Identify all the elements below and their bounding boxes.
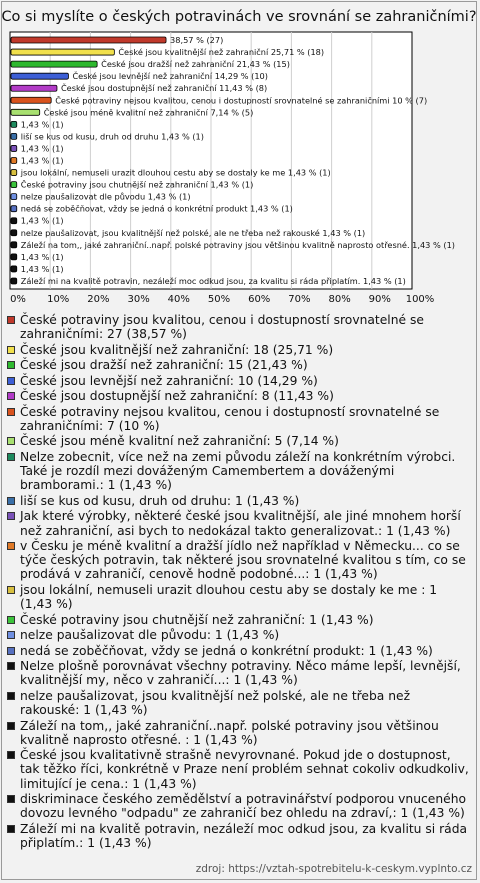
legend-swatch [7, 586, 15, 594]
legend-swatch [7, 497, 15, 505]
bar-label: 1,43 % (1) [20, 215, 64, 226]
legend-item [7, 792, 473, 820]
x-tick-label: 30% [127, 294, 150, 305]
source-link[interactable]: zdroj: https://vztah-spotrebitelu-k-ceskym.vyplnto.cz [195, 863, 472, 875]
legend-swatch [7, 616, 15, 624]
legend-swatch [7, 647, 15, 655]
bar [11, 278, 17, 284]
bar-label: 1,43 % (1) [20, 143, 64, 154]
bar-chart [0, 0, 480, 312]
legend-text: České jsou levnější než zahraniční: 10 (14,29 %) [20, 373, 318, 388]
bar [11, 97, 51, 103]
bar-label: Záleží na tom,, jaké zahraniční..např. polské potraviny jsou většinou kvalitně naprosto otřesné. 1,43 % (1) [20, 239, 455, 250]
legend-item [7, 389, 473, 403]
legend-swatch [7, 346, 15, 354]
bar-label: České jsou méně kvalitní než zahraniční 7,14 % (5) [43, 107, 254, 118]
bar [11, 73, 68, 79]
legend-swatch [7, 795, 15, 803]
legend-swatch [7, 408, 15, 416]
legend-swatch [7, 437, 15, 445]
bar-label: 1,43 % (1) [20, 251, 64, 262]
bar [11, 121, 17, 127]
bar [11, 37, 166, 43]
legend-item [7, 613, 473, 627]
legend-swatch [7, 377, 15, 385]
bar-label: Záleží mi na kvalitě potravin, nezáleží moc odkud jsou, za kvalitu si ráda připlatím. 1,43 % (1) [20, 275, 406, 286]
bar [11, 182, 17, 188]
legend-item [7, 450, 473, 493]
legend-item [7, 374, 473, 388]
legend-text: liší se kus od kusu, druh od druhu: 1 (1,43 %) [20, 493, 300, 508]
legend-swatch [7, 722, 15, 730]
legend-text: Záleží na tom,, jaké zahraniční..např. polské potraviny jsou většinou kvalitně naprosto otřesné. : 1 (1,43 %) [20, 718, 439, 747]
bar-label: 1,43 % (1) [20, 155, 64, 166]
chart-legend [7, 313, 473, 852]
bar [11, 109, 40, 115]
x-tick-label: 100% [405, 294, 435, 305]
legend-swatch [7, 692, 15, 700]
bar-label: 1,43 % (1) [20, 119, 64, 130]
legend-swatch [7, 631, 15, 639]
legend-swatch [7, 825, 15, 833]
bar [11, 133, 17, 139]
bar-label: 1,43 % (1) [20, 263, 64, 274]
legend-text: České jsou kvalitnější než zahraniční: 18 (25,71 %) [20, 342, 334, 357]
legend-swatch [7, 751, 15, 759]
legend-item [7, 494, 473, 508]
chart-title: Co si myslíte o českých potravinách ve srovnání se zahraničními? [1, 9, 477, 25]
bar-label: České jsou kvalitnější než zahraniční 25,71 % (18) [118, 47, 325, 58]
bar-label: České jsou dražší než zahraniční 21,43 % (15) [101, 59, 290, 70]
legend-text: nelze paušalizovat dle původu: 1 (1,43 %) [20, 628, 280, 643]
bar-label: liší se kus od kusu, druh od druhu 1,43 % (1) [20, 131, 204, 142]
bar [11, 218, 17, 224]
legend-text: České jsou dražší než zahraniční: 15 (21,43 %) [20, 358, 308, 373]
legend-text: Jak které výrobky, některé české jsou kvalitnější, ale jiné mnohem horší než zahraniční, asi bych to nedokázal takto generalizovat.: 1 (1,43 %) [20, 509, 461, 538]
legend-text: diskriminace českého zemědělství a potravinářství podporou vnuceného dovozu levného "odpadu" ze zahraničí bez ohledu na zdraví,: 1 (1,43 %) [20, 792, 467, 821]
legend-text: Záleží mi na kvalitě potravin, nezáleží moc odkud jsou, za kvalitu si ráda připlatím.: 1 (1,43 %) [20, 821, 468, 851]
legend-swatch [7, 542, 15, 550]
legend-item [7, 628, 473, 642]
legend-item [7, 689, 473, 717]
legend-item [7, 822, 473, 850]
bar-label: České jsou levnější než zahraniční 14,29 % (10) [72, 71, 268, 82]
bar-label: České jsou dostupnější než zahraniční 11,43 % (8) [60, 83, 268, 94]
bar-label: 38,57 % (27) [170, 35, 224, 46]
x-tick-label: 70% [288, 294, 311, 305]
x-tick-label: 80% [328, 294, 351, 305]
bar-label: jsou lokální, nemuseli urazit dlouhou cestu aby se dostaly ke me 1,43 % (1) [20, 167, 331, 178]
bar [11, 145, 17, 151]
bar-label: České potraviny jsou chutnější než zahraniční 1,43 % (1) [20, 179, 254, 190]
bar [11, 230, 17, 236]
x-tick-label: 0% [10, 294, 26, 305]
legend-item [7, 434, 473, 448]
legend-text: České jsou kvalitativně strašně nevyrovnané. Pokud jde o dostupnost, tak těžko říci, konkrétně v Praze není problém sehnat cokoliv odkudkoliv, limitující je cena.: 1 (1,43 %) [20, 748, 469, 791]
legend-swatch [7, 392, 15, 400]
bar [11, 158, 17, 164]
legend-swatch [7, 662, 15, 670]
legend-text: České potraviny jsou chutnější než zahraniční: 1 (1,43 %) [20, 612, 374, 627]
bar [11, 194, 17, 200]
x-tick-label: 50% [207, 294, 231, 305]
legend-swatch [7, 316, 15, 324]
bar [11, 206, 17, 212]
bar-label: nelze paušalizovat dle původu 1,43 % (1) [20, 191, 191, 202]
legend-item [7, 509, 473, 537]
legend-text: České potraviny nejsou kvalitou, cenou i dostupností srovnatelné se zahraničními: 7 (10 %) [20, 404, 440, 433]
x-tick-label: 60% [248, 294, 271, 305]
x-tick-label: 10% [47, 294, 70, 305]
legend-text: České jsou méně kvalitní než zahraniční: 5 (7,14 %) [20, 434, 339, 449]
legend-item [7, 539, 473, 582]
legend-item [7, 719, 473, 747]
bar [11, 61, 97, 67]
legend-swatch [7, 361, 15, 369]
legend-text: České jsou dostupnější než zahraniční: 8 (11,43 %) [20, 389, 334, 404]
bar [11, 170, 17, 176]
bar [11, 266, 17, 272]
legend-text: jsou lokální, nemuseli urazit dlouhou cestu aby se dostaly ke me : 1 (1,43 %) [20, 582, 438, 612]
legend-item [7, 313, 473, 341]
legend-swatch [7, 512, 15, 520]
bar [11, 85, 57, 91]
legend-item [7, 748, 473, 791]
legend-item [7, 343, 473, 357]
bar [11, 254, 17, 260]
x-tick-label: 20% [87, 294, 110, 305]
legend-item [7, 659, 473, 687]
legend-item [7, 644, 473, 658]
legend-text: České potraviny jsou kvalitou, cenou i dostupností srovnatelné se zahraničními: 27 (38,57 %) [20, 313, 424, 342]
legend-item [7, 358, 473, 372]
legend-text: nelze paušalizovat, jsou kvalitnější než polské, ale ne třeba než rakouské: 1 (1,43 %) [20, 688, 411, 718]
bar-label: nedá se zoběčňovat, vždy se jedná o konkrétní produkt 1,43 % (1) [20, 203, 293, 214]
legend-item [7, 583, 473, 611]
legend-swatch [7, 453, 15, 461]
legend-text: Nelze zobecnit, více než na zemi původu záleží na konkrétním výrobci. Také je rozdíl mezi dováženým Camembertem a dováženými bramborami.: 1 (1,43 %) [20, 449, 456, 493]
legend-text: Nelze plošně porovnávat všechny potraviny. Něco máme lepší, levnější, kvalitnější my, něco v zahraničí...: 1 (1,43 %) [20, 659, 461, 688]
bar [11, 49, 114, 55]
x-tick-label: 40% [167, 294, 190, 305]
legend-text: nedá se zoběčňovat, vždy se jedná o konkrétní produkt: 1 (1,43 %) [20, 643, 433, 658]
bar-label: České potraviny nejsou kvalitou, cenou i dostupností srovnatelné se zahraničními 10 % (7) [55, 95, 428, 106]
bar-label: nelze paušalizovat, jsou kvalitnější než polské, ale ne třeba než rakouské 1,43 % (1) [20, 227, 366, 238]
legend-item [7, 405, 473, 433]
x-tick-label: 90% [368, 294, 391, 305]
legend-text: v Česku je méně kvalitní a dražší jídlo než například v Německu... co se týče českých potravin, tak některé jsou srovnatelné kvalitou s tím, co se prodává v zahraničí, cenově hodně podobné...: 1 (1,43 %) [20, 539, 466, 582]
bar [11, 242, 17, 248]
